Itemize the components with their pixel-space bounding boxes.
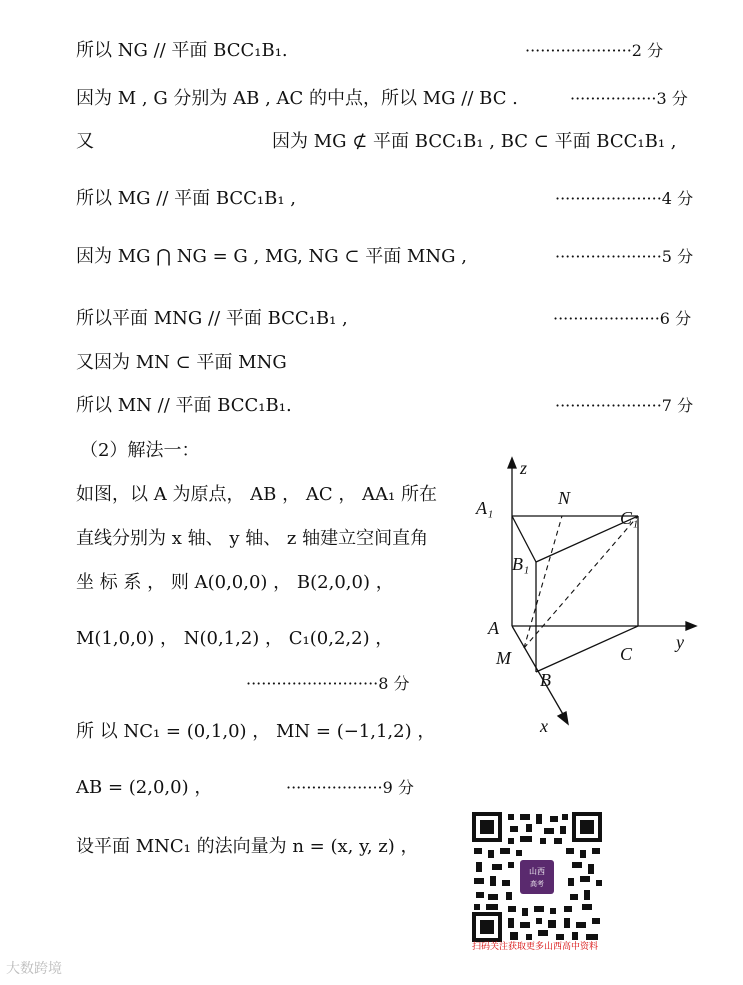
label-n: N [558,488,571,508]
y-axis-arrow [686,622,696,630]
line-mn-in-plane: 又因为 MN ⊂ 平面 MNG [76,352,287,373]
qr-code[interactable] [470,810,604,944]
label-x: x [540,716,548,736]
score-6: ·····················6 分 [553,309,692,328]
segment-m-c1-dashed [524,516,638,648]
line-part2-heading: （2）解法一： [80,440,200,461]
line-intersection: 因为 MG ⋂ NG = G , MG, NG ⊂ 平面 MNG , [76,246,467,267]
qr-caption: 扫码关注获取更多山西高中资料 [472,942,599,952]
line-vectors-1: 所 以 NC₁ = (0,1,0) ， MN = (−1,1,2) ， [76,721,436,742]
label-a1: A₁ [476,498,494,518]
score-3: ·················3 分 [570,89,688,108]
score-9: ···················9 分 [286,778,414,797]
line-mg-parallel-plane: 所以 MG // 平面 BCC₁B₁ , [76,188,297,209]
label-c1: C₁ [620,508,639,528]
line-you: 又 [76,131,94,152]
line-planes-parallel: 所以平面 MNG // 平面 BCC₁B₁ , [76,308,348,329]
line-coord-setup-2: 直线分别为 x 轴、 y 轴、 z 轴建立空间直角 [76,528,429,549]
line-mg-not-in-plane: 因为 MG ⊄ 平面 BCC₁B₁ , BC ⊂ 平面 BCC₁B₁ , [272,131,677,152]
label-y: y [676,632,684,652]
label-b1: B₁ [512,554,530,574]
score-7: ·····················7 分 [555,396,694,415]
line-coord-points-2: M(1,0,0) ， N(0,1,2) ， C₁(0,2,2) ， [76,628,394,649]
z-axis-arrow [508,458,516,468]
x-axis-arrow [558,712,568,724]
score-5: ·····················5 分 [555,247,694,266]
qr-center-logo [520,860,554,894]
prism-coordinate-figure [468,450,708,740]
watermark: 大数跨境 [6,961,62,977]
label-a: A [488,618,499,638]
label-z: z [520,458,528,478]
segment-mn-dashed [524,516,562,648]
line-mn-parallel-plane: 所以 MN // 平面 BCC₁B₁. [76,395,292,416]
label-c: C [620,644,633,664]
line-vectors-2: AB = (2,0,0) ， [76,777,213,798]
label-m: M [496,648,511,668]
label-b: B [540,670,551,690]
line-normal-vector: 设平面 MNC₁ 的法向量为 n = (x, y, z) ， [76,836,419,857]
line-ng-parallel-plane: 所以 NG // 平面 BCC₁B₁. [76,40,288,61]
score-8: ··························8 分 [246,674,410,693]
score-4: ·····················4 分 [555,189,694,208]
line-midpoints: 因为 M , G 分别为 AB , AC 的中点，所以 MG // BC . [76,88,518,109]
qr-center-text-1: 山西 [529,867,545,876]
score-2: ·····················2 分 [525,41,664,60]
line-coord-setup-1: 如图，以 A 为原点， AB ， AC ， AA₁ 所在 [76,484,437,505]
line-coord-points-1: 坐 标 系 ， 则 A(0,0,0) ， B(2,0,0) ， [76,572,394,593]
qr-center-text-2: 高考 [530,880,544,888]
